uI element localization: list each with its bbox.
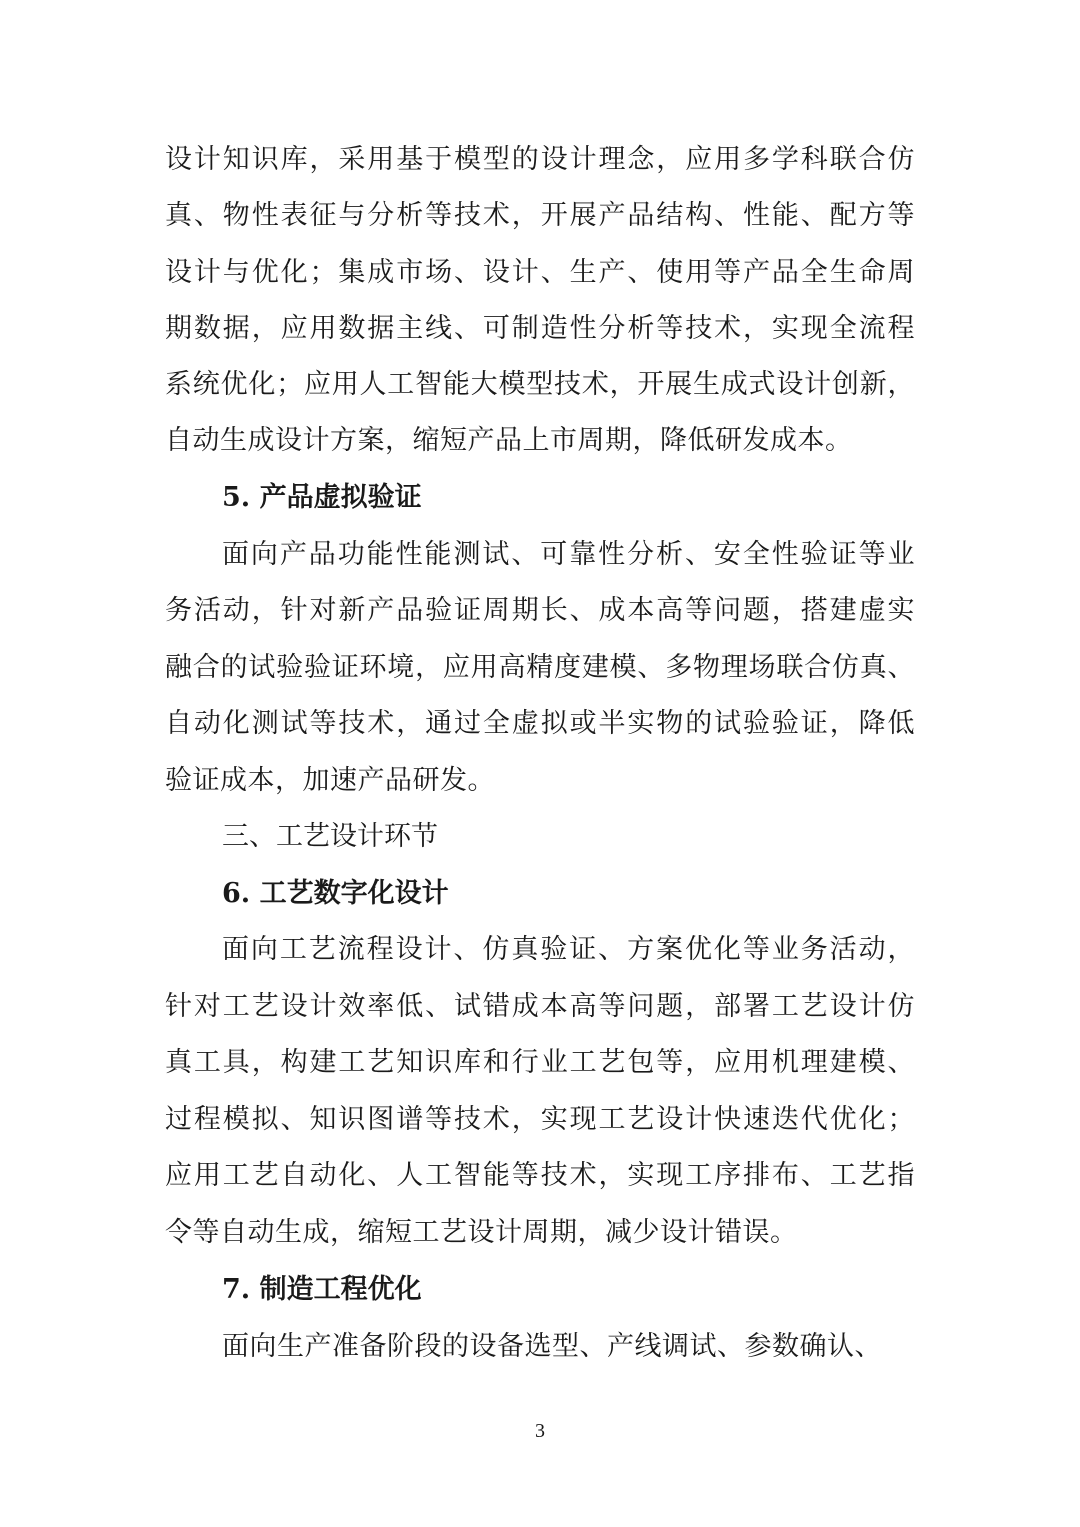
paragraph-line: 面向工艺流程设计、仿真验证、方案优化等业务活动， [222, 934, 915, 965]
paragraph-line: 设计与优化；集成市场、设计、生产、使用等产品全生命周 [165, 257, 915, 288]
paragraph-line: 自动化测试等技术，通过全虚拟或半实物的试验验证，降低 [165, 708, 915, 739]
paragraph-line: 验证成本，加速产品研发。 [165, 765, 495, 796]
page-number: 3 [535, 1420, 545, 1442]
paragraph-line: 应用工艺自动化、人工智能等技术，实现工序排布、工艺指 [165, 1160, 915, 1191]
paragraph-line: 真工具，构建工艺知识库和行业工艺包等，应用机理建模、 [165, 1047, 915, 1078]
paragraph-line: 期数据，应用数据主线、可制造性分析等技术，实现全流程 [165, 313, 915, 344]
subsection-heading: 7. 制造工程优化 [222, 1274, 422, 1305]
paragraph-line: 面向生产准备阶段的设备选型、产线调试、参数确认、 [222, 1331, 882, 1362]
paragraph-line: 针对工艺设计效率低、试错成本高等问题，部署工艺设计仿 [165, 991, 915, 1022]
paragraph-line: 自动生成设计方案，缩短产品上市周期，降低研发成本。 [165, 425, 853, 456]
paragraph-line: 系统优化；应用人工智能大模型技术，开展生成式设计创新， [165, 369, 915, 400]
paragraph-line: 务活动，针对新产品验证周期长、成本高等问题，搭建虚实 [165, 595, 915, 626]
paragraph-line: 真、物性表征与分析等技术，开展产品结构、性能、配方等 [165, 200, 915, 231]
paragraph-line: 设计知识库，采用基于模型的设计理念，应用多学科联合仿 [165, 144, 915, 175]
subsection-heading: 6. 工艺数字化设计 [222, 878, 449, 909]
section-heading: 三、工艺设计环节 [222, 821, 438, 852]
paragraph-line: 面向产品功能性能测试、可靠性分析、安全性验证等业 [222, 539, 915, 570]
paragraph-line: 融合的试验验证环境，应用高精度建模、多物理场联合仿真、 [165, 652, 915, 683]
subsection-heading: 5. 产品虚拟验证 [222, 482, 422, 513]
paragraph-line: 过程模拟、知识图谱等技术，实现工艺设计快速迭代优化； [165, 1104, 915, 1135]
paragraph-line: 令等自动生成，缩短工艺设计周期，减少设计错误。 [165, 1217, 798, 1248]
